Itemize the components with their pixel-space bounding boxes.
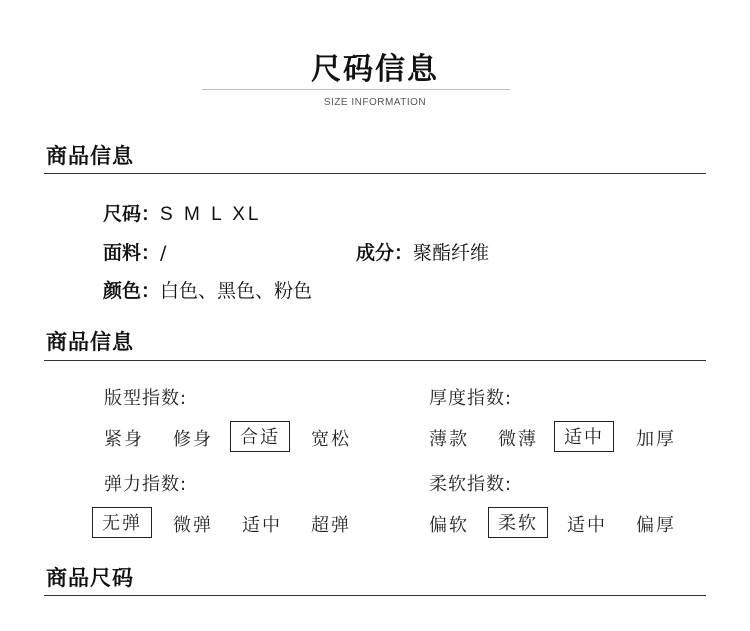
color-value: 白色、黑色、粉色 [160,280,313,302]
color-label: 颜色： [103,280,161,302]
section-divider [44,173,706,174]
elasticity-index-label: 弹力指数: [104,474,188,495]
elasticity-option-selected: 无弹 [92,507,152,538]
fit-option: 紧身 [104,429,144,450]
color-row [103,276,312,303]
fabric-value: / [160,242,167,264]
section-title-product-indices: 商品信息 [46,330,134,354]
elasticity-option: 适中 [242,515,282,536]
thickness-option: 加厚 [636,429,676,450]
fit-option: 宽松 [311,429,351,450]
page-subtitle: SIZE INFORMATION [323,97,427,108]
fit-index-options [104,425,364,451]
fit-option-selected: 合适 [230,421,290,452]
elasticity-option: 超弹 [311,515,351,536]
thickness-index-options [429,425,689,451]
thickness-option: 薄款 [429,429,469,450]
composition-label: 成分： [356,242,414,264]
composition-value: 聚酯纤维 [413,242,490,264]
fit-option: 修身 [173,429,213,450]
composition-row [356,238,489,265]
softness-option: 偏厚 [636,515,676,536]
section-divider [44,595,706,596]
size-label: 尺码： [103,203,161,225]
title-divider [202,89,510,90]
elasticity-index-options [104,511,364,537]
softness-index-options [429,511,689,537]
softness-option: 适中 [567,515,607,536]
size-value: S M L XL [160,204,262,225]
thickness-option: 微薄 [498,429,538,450]
fabric-row [103,238,166,265]
section-divider [44,360,706,361]
section-title-product-info: 商品信息 [46,144,134,168]
fit-index-label: 版型指数: [104,388,188,409]
section-title-product-sizes: 商品尺码 [46,566,134,590]
softness-index-label: 柔软指数: [429,474,513,495]
elasticity-option: 微弹 [173,515,213,536]
softness-option: 偏软 [429,515,469,536]
thickness-index-label: 厚度指数: [429,388,513,409]
thickness-option-selected: 适中 [554,421,614,452]
page-title: 尺码信息 [311,52,439,87]
size-row [103,199,261,226]
fabric-label: 面料： [103,242,161,264]
softness-option-selected: 柔软 [488,507,548,538]
